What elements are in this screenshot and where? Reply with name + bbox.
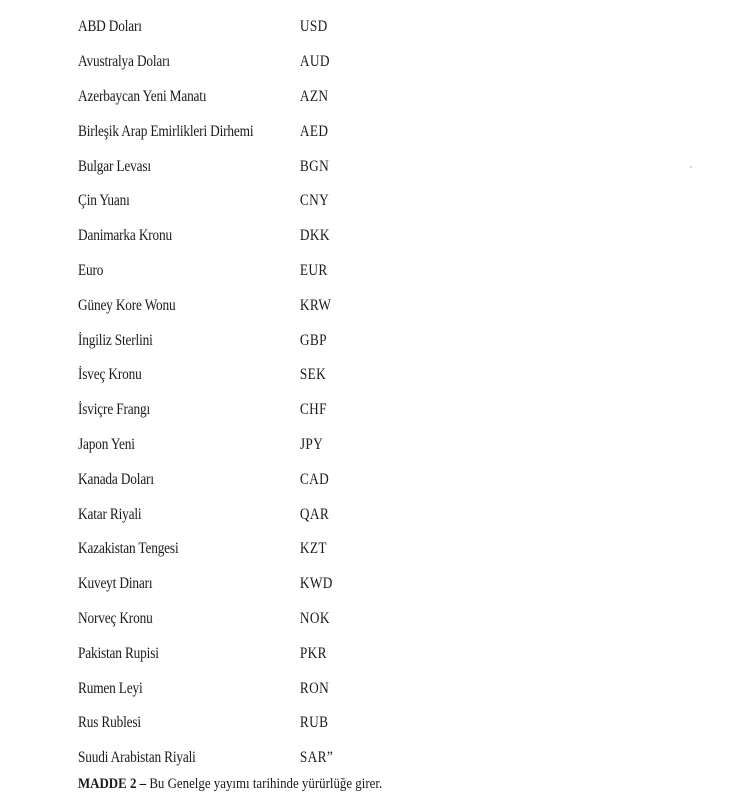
currency-code: USD	[299, 18, 328, 36]
currency-row	[78, 602, 370, 637]
currency-code: AUD	[299, 53, 330, 71]
currency-code: KRW	[299, 296, 332, 314]
currency-row	[78, 45, 370, 80]
currency-row	[78, 532, 370, 567]
currency-name: Kuveyt Dinarı	[78, 575, 153, 593]
currency-code: KZT	[299, 540, 327, 558]
currency-code: JPY	[299, 435, 324, 453]
currency-code: GBP	[299, 331, 327, 349]
currency-name: Katar Riyali	[78, 505, 142, 523]
currency-row	[78, 80, 370, 115]
currency-table	[78, 10, 418, 776]
currency-row	[78, 219, 370, 254]
currency-name: Birleşik Arap Emirlikleri Dirhemi	[78, 122, 254, 140]
currency-name: Çin Yuanı	[78, 192, 130, 210]
currency-name: Rumen Leyi	[78, 679, 143, 697]
currency-name: Danimarka Kronu	[78, 227, 173, 245]
currency-row	[78, 184, 370, 219]
currency-code: SAR”	[299, 749, 334, 767]
currency-name: ABD Doları	[78, 18, 142, 36]
currency-row	[78, 462, 370, 497]
currency-code: PKR	[299, 644, 327, 662]
currency-row	[78, 741, 370, 776]
currency-code: CAD	[299, 470, 330, 488]
currency-name: Güney Kore Wonu	[78, 296, 176, 314]
currency-row	[78, 636, 370, 671]
currency-name: İngiliz Sterlini	[78, 331, 153, 349]
currency-row	[78, 497, 370, 532]
currency-name: Avustralya Doları	[78, 53, 170, 71]
article-text: Bu Genelge yayımı tarihinde yürürlüğe girer.	[146, 776, 383, 792]
currency-code: DKK	[299, 227, 330, 245]
currency-row	[78, 288, 370, 323]
currency-row	[78, 149, 370, 184]
currency-row	[78, 393, 370, 428]
currency-name: İsviçre Frangı	[78, 401, 150, 419]
currency-row	[78, 10, 370, 45]
currency-row	[78, 114, 370, 149]
currency-name: Japon Yeni	[78, 435, 135, 453]
currency-code: BGN	[299, 157, 330, 175]
currency-name: Norveç Kronu	[78, 609, 153, 627]
currency-code: AED	[299, 122, 329, 140]
article-2	[78, 776, 382, 793]
currency-name: Suudi Arabistan Riyali	[78, 749, 196, 767]
currency-row	[78, 358, 370, 393]
currency-row	[78, 567, 370, 602]
currency-code: CNY	[299, 192, 330, 210]
currency-code: NOK	[299, 609, 330, 627]
currency-name: Azerbaycan Yeni Manatı	[78, 87, 207, 105]
currency-row	[78, 671, 370, 706]
currency-code: CHF	[299, 401, 327, 419]
currency-code: RUB	[299, 714, 329, 732]
currency-row	[78, 323, 370, 358]
currency-code: EUR	[299, 261, 328, 279]
currency-name: Pakistan Rupisi	[78, 644, 159, 662]
currency-name: Kazakistan Tengesi	[78, 540, 179, 558]
currency-code: KWD	[299, 575, 333, 593]
currency-code: RON	[299, 679, 330, 697]
currency-row	[78, 254, 370, 289]
scan-speck	[690, 166, 692, 168]
currency-name: İsveç Kronu	[78, 366, 142, 384]
currency-name: Euro	[78, 261, 104, 279]
currency-row	[78, 428, 370, 463]
currency-code: SEK	[299, 366, 327, 384]
currency-name: Rus Rublesi	[78, 714, 141, 732]
currency-row	[78, 706, 370, 741]
article-label: MADDE 2 –	[78, 776, 147, 792]
currency-name: Kanada Doları	[78, 470, 154, 488]
currency-name: Bulgar Levası	[78, 157, 151, 175]
currency-code: AZN	[299, 87, 329, 105]
currency-code: QAR	[299, 505, 330, 523]
